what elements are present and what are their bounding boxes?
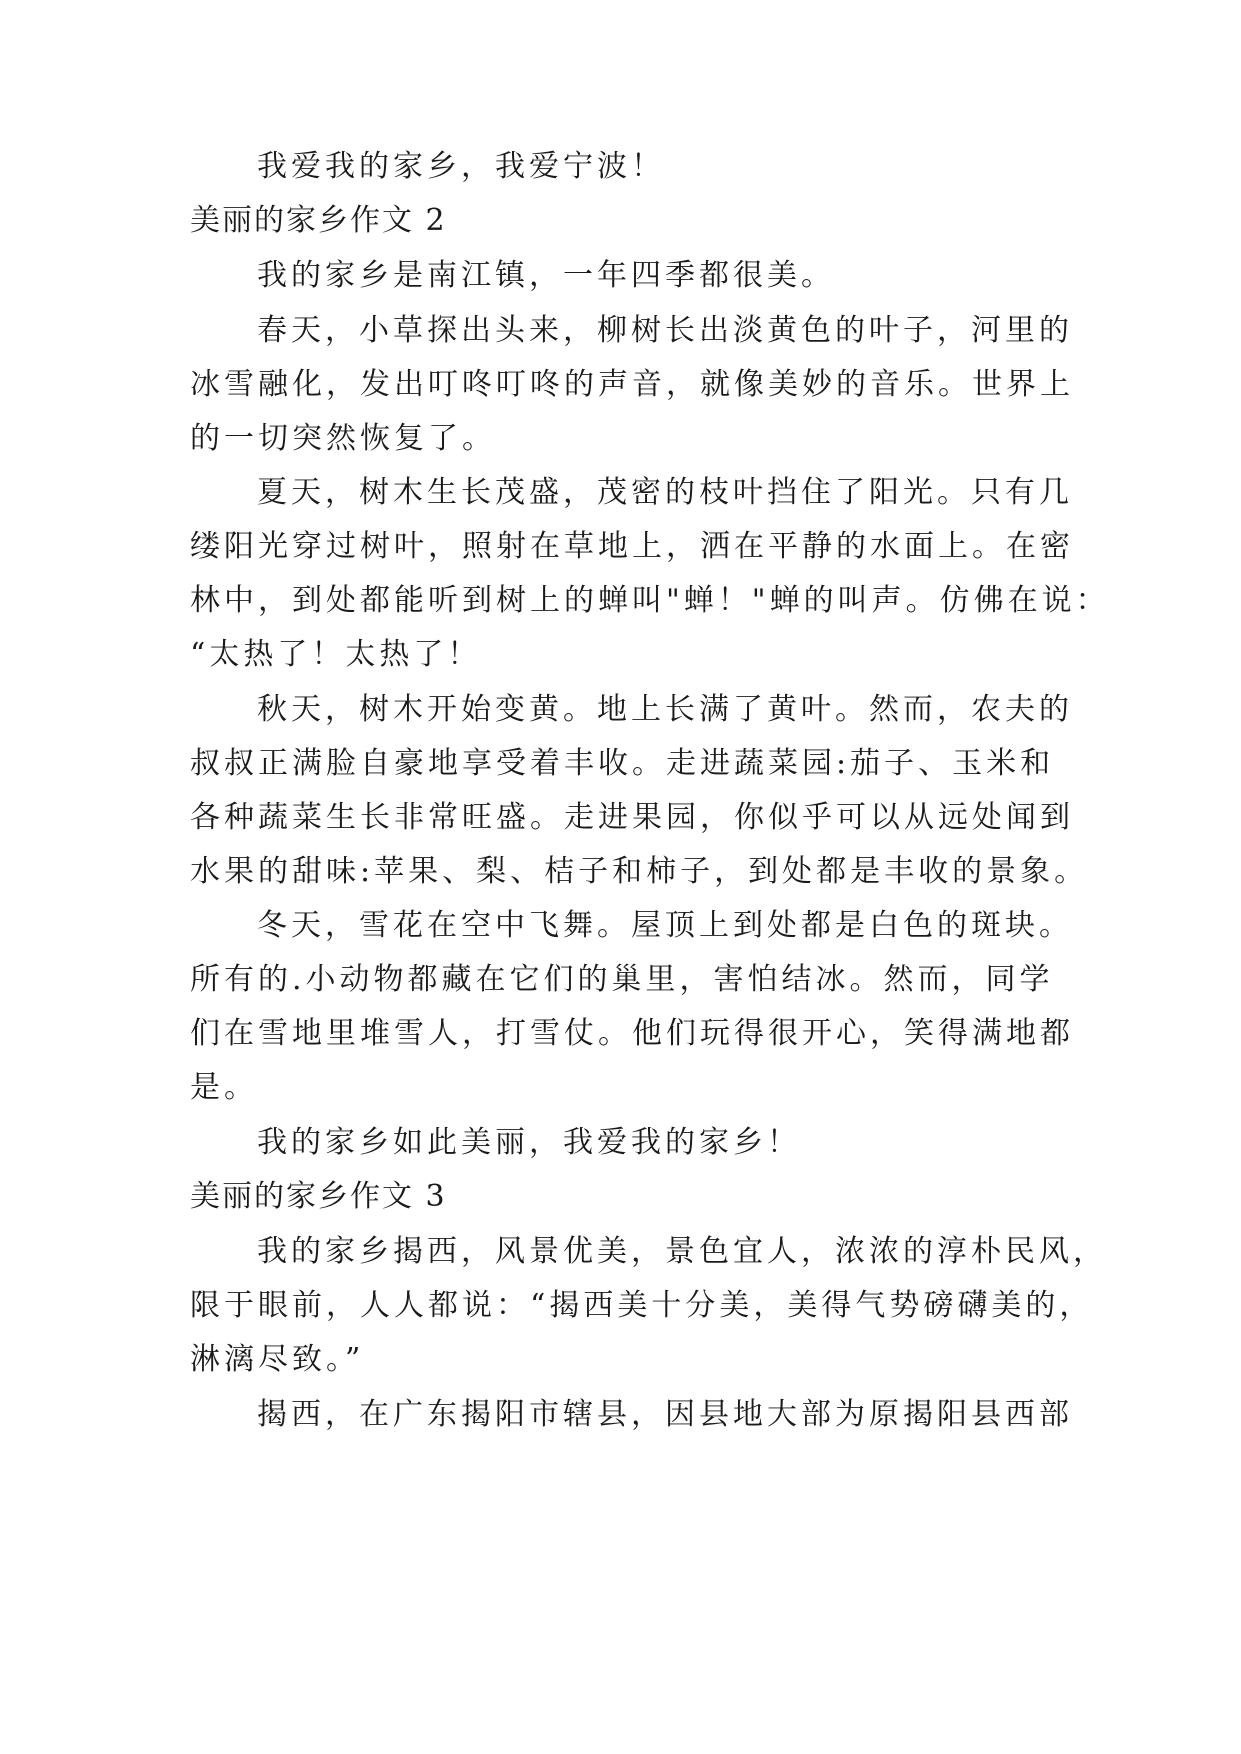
paragraph-line: 各种蔬菜生长非常旺盛。走进果园，你似乎可以从远处闻到 xyxy=(190,800,1074,835)
paragraph-line: 我的家乡是南江镇，一年四季都很美。 xyxy=(257,258,835,293)
section-heading-3: 美丽的家乡作文 3 xyxy=(190,1179,447,1214)
paragraph-line: 我的家乡如此美丽，我爱我的家乡！ xyxy=(257,1125,801,1160)
paragraph-line: 是。 xyxy=(190,1070,258,1105)
paragraph-line: “太热了！太热了！ xyxy=(190,637,482,672)
paragraph-line: 林中，到处都能听到树上的蝉叫"蝉！"蝉的叫声。仿佛在说： xyxy=(190,583,1110,618)
paragraph-line: 所有的.小动物都藏在它们的巢里，害怕结冰。然而，同学 xyxy=(190,962,1054,997)
paragraph-closing-line: 我爱我的家乡，我爱宁波！ xyxy=(257,149,665,184)
paragraph-line: 限于眼前，人人都说：“揭西美十分美，美得气势磅礴美的， xyxy=(190,1288,1094,1323)
paragraph-line: 秋天，树木开始变黄。地上长满了黄叶。然而，农夫的 xyxy=(257,692,1073,727)
paragraph-line: 夏天，树木生长茂盛，茂密的枝叶挡住了阳光。只有几 xyxy=(257,475,1073,510)
paragraph-line: 缕阳光穿过树叶，照射在草地上，洒在平静的水面上。在密 xyxy=(190,529,1074,564)
paragraph-line: 淋漓尽致。” xyxy=(190,1342,365,1377)
paragraph-line: 冬天，雪花在空中飞舞。屋顶上到处都是白色的斑块。 xyxy=(257,908,1073,943)
paragraph-line: 的一切突然恢复了。 xyxy=(190,421,496,456)
paragraph-line: 我的家乡揭西，风景优美，景色宜人，浓浓的淳朴民风， xyxy=(257,1234,1107,1269)
paragraph-line: 揭西，在广东揭阳市辖县，因县地大部为原揭阳县西部 xyxy=(257,1397,1073,1432)
paragraph-line: 冰雪融化，发出叮咚叮咚的声音，就像美妙的音乐。世界上 xyxy=(190,367,1074,402)
paragraph-line: 春天，小草探出头来，柳树长出淡黄色的叶子，河里的 xyxy=(257,313,1073,348)
paragraph-line: 水果的甜味:苹果、梨、桔子和柿子，到处都是丰收的景象。 xyxy=(190,854,1089,889)
paragraph-line: 叔叔正满脸自豪地享受着丰收。走进蔬菜园:茄子、玉米和 xyxy=(190,746,1055,781)
paragraph-line: 们在雪地里堆雪人，打雪仗。他们玩得很开心，笑得满地都 xyxy=(190,1016,1074,1051)
section-heading-2: 美丽的家乡作文 2 xyxy=(190,203,447,238)
